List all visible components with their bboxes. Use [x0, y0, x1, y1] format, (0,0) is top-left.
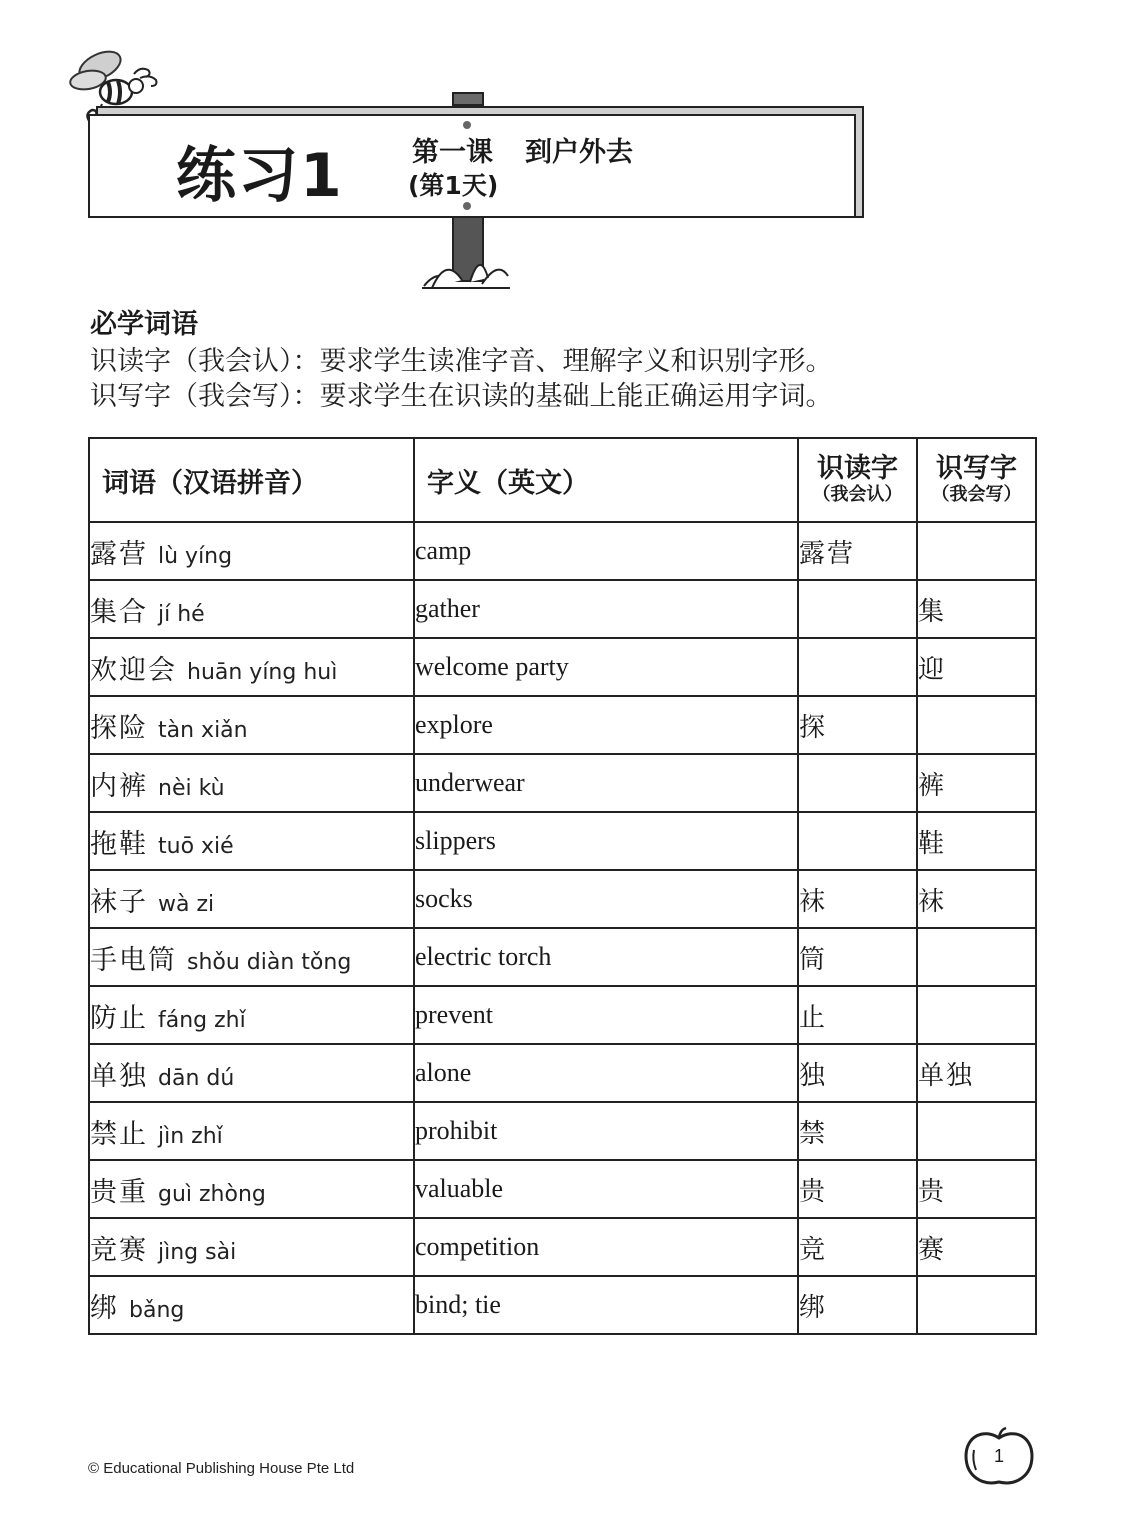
meaning-cell: welcome party — [414, 638, 798, 696]
lesson-heading — [412, 130, 633, 169]
read-cell: 止 — [798, 986, 917, 1044]
word-pinyin: lù yíng — [158, 543, 233, 569]
word-pinyin: jìng sài — [158, 1239, 237, 1265]
meaning-cell: bind; tie — [414, 1276, 798, 1334]
word-pinyin: bǎng — [129, 1297, 185, 1323]
word-cell — [89, 754, 414, 812]
word-cell — [89, 870, 414, 928]
lesson-day: (第1天) — [408, 171, 499, 200]
header-write-sub: （我会写） — [931, 483, 1022, 505]
word-pinyin: wà zi — [158, 891, 215, 917]
word-cell — [89, 1160, 414, 1218]
header-read-sub: （我会认） — [812, 483, 903, 505]
table-header-row — [89, 438, 1036, 522]
meaning-cell: slippers — [414, 812, 798, 870]
word-cell — [89, 696, 414, 754]
read-cell — [798, 812, 917, 870]
write-cell: 迎 — [917, 638, 1036, 696]
word-pinyin: jìn zhǐ — [158, 1123, 223, 1149]
header-write-label: 识写字 — [936, 453, 1017, 485]
meaning-cell: gather — [414, 580, 798, 638]
intro-write-definition: 识写字（我会写）：要求学生在识读的基础上能正确运用字词。 — [90, 381, 833, 412]
write-cell — [917, 696, 1036, 754]
meaning-cell: competition — [414, 1218, 798, 1276]
meaning-cell: underwear — [414, 754, 798, 812]
header-meaning: 字义（英文） — [414, 438, 798, 522]
meaning-cell: prohibit — [414, 1102, 798, 1160]
word-cell — [89, 580, 414, 638]
word-cell — [89, 928, 414, 986]
read-cell: 贵 — [798, 1160, 917, 1218]
lesson-number: 第一课 — [412, 137, 493, 168]
read-cell: 绑 — [798, 1276, 917, 1334]
write-cell: 袜 — [917, 870, 1036, 928]
word-chinese: 禁止 — [90, 1118, 148, 1150]
grass-icon — [418, 246, 514, 290]
vocabulary-table — [88, 437, 1037, 1335]
table-row — [89, 638, 1036, 696]
write-cell: 集 — [917, 580, 1036, 638]
word-cell — [89, 638, 414, 696]
word-pinyin: huān yíng huì — [187, 659, 338, 685]
intro-read-definition: 识读字（我会认）：要求学生读准字音、理解字义和识别字形。 — [90, 346, 833, 377]
read-cell: 竞 — [798, 1218, 917, 1276]
word-pinyin: tuō xié — [158, 833, 234, 859]
write-cell: 单独 — [917, 1044, 1036, 1102]
meaning-cell: socks — [414, 870, 798, 928]
sign-post-cap — [452, 92, 484, 106]
write-cell — [917, 1276, 1036, 1334]
word-chinese: 拖鞋 — [90, 828, 148, 860]
write-cell: 鞋 — [917, 812, 1036, 870]
word-chinese: 单独 — [90, 1060, 148, 1092]
read-cell: 独 — [798, 1044, 917, 1102]
read-cell: 袜 — [798, 870, 917, 928]
section-heading: 必学词语 — [90, 309, 198, 340]
word-cell — [89, 1218, 414, 1276]
table-row — [89, 522, 1036, 580]
copyright-notice: © Educational Publishing House Pte Ltd — [88, 1460, 355, 1477]
word-cell — [89, 1044, 414, 1102]
write-cell — [917, 928, 1036, 986]
word-chinese: 集合 — [90, 596, 148, 628]
exercise-title: 练习1 — [176, 141, 344, 211]
word-cell — [89, 522, 414, 580]
read-cell — [798, 754, 917, 812]
header-read-label: 识读字 — [817, 453, 898, 485]
table-row — [89, 1276, 1036, 1334]
nail-top — [463, 121, 471, 129]
write-cell — [917, 522, 1036, 580]
header-word: 词语（汉语拼音） — [89, 438, 414, 522]
meaning-cell: electric torch — [414, 928, 798, 986]
word-chinese: 竞赛 — [90, 1234, 148, 1266]
table-row — [89, 1218, 1036, 1276]
write-cell — [917, 986, 1036, 1044]
meaning-cell: valuable — [414, 1160, 798, 1218]
word-pinyin: tàn xiǎn — [158, 717, 248, 743]
meaning-cell: alone — [414, 1044, 798, 1102]
read-cell: 禁 — [798, 1102, 917, 1160]
word-pinyin: guì zhòng — [158, 1181, 266, 1207]
table-row — [89, 1044, 1036, 1102]
table-row — [89, 696, 1036, 754]
word-chinese: 露营 — [90, 538, 148, 570]
header-read — [798, 438, 917, 522]
word-pinyin: nèi kù — [158, 775, 225, 801]
word-cell — [89, 812, 414, 870]
meaning-cell: prevent — [414, 986, 798, 1044]
table-row — [89, 754, 1036, 812]
word-chinese: 手电筒 — [90, 944, 177, 976]
write-cell: 贵 — [917, 1160, 1036, 1218]
word-cell — [89, 1102, 414, 1160]
page-number: 1 — [993, 1446, 1004, 1466]
read-cell — [798, 638, 917, 696]
word-pinyin: jí hé — [158, 601, 205, 627]
write-cell: 赛 — [917, 1218, 1036, 1276]
meaning-cell: camp — [414, 522, 798, 580]
word-pinyin: dān dú — [158, 1065, 235, 1091]
word-cell — [89, 1276, 414, 1334]
word-chinese: 探险 — [90, 712, 148, 744]
table-row — [89, 986, 1036, 1044]
read-cell: 筒 — [798, 928, 917, 986]
write-cell: 裤 — [917, 754, 1036, 812]
nail-bottom — [463, 202, 471, 210]
read-cell: 探 — [798, 696, 917, 754]
table-body — [89, 522, 1036, 1334]
read-cell: 露营 — [798, 522, 917, 580]
word-chinese: 贵重 — [90, 1176, 148, 1208]
table-row — [89, 1102, 1036, 1160]
word-chinese: 防止 — [90, 1002, 148, 1034]
table-row — [89, 1160, 1036, 1218]
word-pinyin: fáng zhǐ — [158, 1007, 246, 1033]
word-pinyin: shǒu diàn tǒng — [187, 949, 352, 975]
word-chinese: 欢迎会 — [90, 654, 177, 686]
table-row — [89, 812, 1036, 870]
table-row — [89, 870, 1036, 928]
write-cell — [917, 1102, 1036, 1160]
word-cell — [89, 986, 414, 1044]
header-write — [917, 438, 1036, 522]
read-cell — [798, 580, 917, 638]
lesson-topic: 到户外去 — [525, 137, 633, 168]
meaning-cell: explore — [414, 696, 798, 754]
word-chinese: 绑 — [90, 1292, 119, 1324]
table-row — [89, 928, 1036, 986]
word-chinese: 内裤 — [90, 770, 148, 802]
word-chinese: 袜子 — [90, 886, 148, 918]
table-row — [89, 580, 1036, 638]
